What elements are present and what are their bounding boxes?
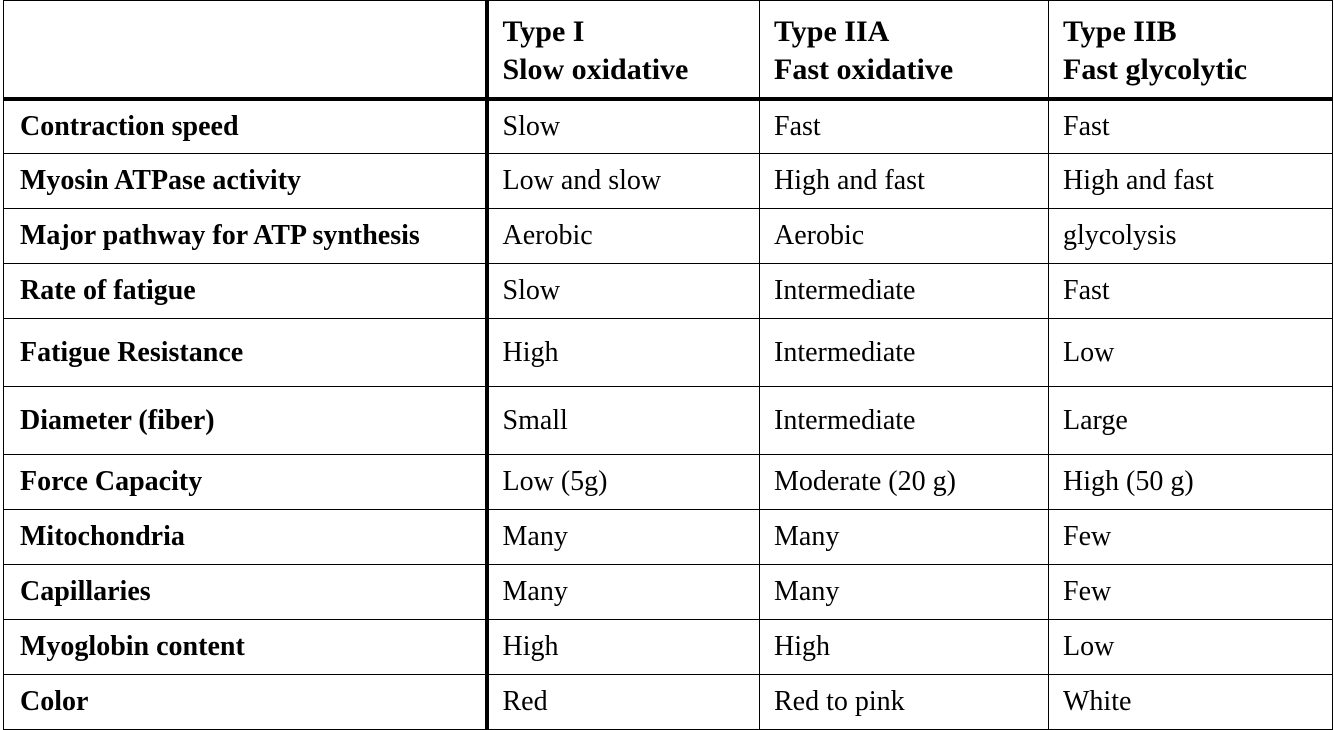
header-type-iib-name: Type IIB: [1063, 15, 1177, 48]
table-row: [4, 99, 1333, 154]
table-row: [4, 319, 1333, 387]
table-row: [4, 620, 1333, 675]
row-label-capillaries: Capillaries: [4, 565, 487, 620]
cell-type-iia: Many: [760, 510, 1049, 565]
cell-type-i: Low (5g): [487, 455, 760, 510]
row-label-contraction-speed: Contraction speed: [4, 99, 487, 154]
table-row: [4, 675, 1333, 730]
cell-type-iib: Low: [1049, 319, 1333, 387]
cell-type-iia: Moderate (20 g): [760, 455, 1049, 510]
cell-type-iia: Many: [760, 565, 1049, 620]
cell-type-iib: Few: [1049, 565, 1333, 620]
cell-type-i: Slow: [487, 99, 760, 154]
header-type-iia-description: Fast oxidative: [774, 53, 954, 86]
header-type-iib: [1049, 1, 1333, 99]
row-label-color: Color: [4, 675, 487, 730]
cell-type-iia: Aerobic: [760, 209, 1049, 264]
cell-type-i: Low and slow: [487, 154, 760, 209]
cell-type-i: Many: [487, 565, 760, 620]
header-type-iia-name: Type IIA: [774, 15, 890, 48]
cell-type-i: Small: [487, 387, 760, 455]
cell-type-iib: Fast: [1049, 99, 1333, 154]
cell-type-iib: Low: [1049, 620, 1333, 675]
header-type-i: [487, 1, 760, 99]
muscle-fiber-types-table: [3, 0, 1333, 730]
cell-type-i: Aerobic: [487, 209, 760, 264]
cell-type-iia: Fast: [760, 99, 1049, 154]
cell-type-i: Many: [487, 510, 760, 565]
table-row: [4, 387, 1333, 455]
cell-type-i: High: [487, 620, 760, 675]
table-row: [4, 154, 1333, 209]
cell-type-i: High: [487, 319, 760, 387]
header-type-i-description: Slow oxidative: [502, 53, 689, 86]
cell-type-iib: Few: [1049, 510, 1333, 565]
cell-type-iib: White: [1049, 675, 1333, 730]
cell-type-iia: Intermediate: [760, 319, 1049, 387]
table-row: [4, 455, 1333, 510]
row-label-myosin-atpase-activity: Myosin ATPase activity: [4, 154, 487, 209]
table-row: [4, 264, 1333, 319]
cell-type-iib: High (50 g): [1049, 455, 1333, 510]
cell-type-iia: Intermediate: [760, 264, 1049, 319]
cell-type-iib: Fast: [1049, 264, 1333, 319]
cell-type-iib: Large: [1049, 387, 1333, 455]
table-header-row: [4, 1, 1333, 99]
row-label-major-pathway-atp-synthesis: Major pathway for ATP synthesis: [4, 209, 487, 264]
row-label-fatigue-resistance: Fatigue Resistance: [4, 319, 487, 387]
row-label-myoglobin-content: Myoglobin content: [4, 620, 487, 675]
cell-type-i: Slow: [487, 264, 760, 319]
muscle-fiber-types-table-container: [3, 0, 1332, 727]
cell-type-iia: Red to pink: [760, 675, 1049, 730]
header-type-iib-description: Fast glycolytic: [1063, 53, 1248, 86]
row-label-diameter-fiber: Diameter (fiber): [4, 387, 487, 455]
cell-type-iib: High and fast: [1049, 154, 1333, 209]
cell-type-iia: High and fast: [760, 154, 1049, 209]
table-row: [4, 209, 1333, 264]
row-label-mitochondria: Mitochondria: [4, 510, 487, 565]
table-row: [4, 565, 1333, 620]
header-type-iia: [760, 1, 1049, 99]
row-label-force-capacity: Force Capacity: [4, 455, 487, 510]
cell-type-iib: glycolysis: [1049, 209, 1333, 264]
cell-type-i: Red: [487, 675, 760, 730]
table-row: [4, 510, 1333, 565]
header-corner-cell: [4, 1, 487, 99]
header-type-i-name: Type I: [502, 15, 585, 48]
cell-type-iia: High: [760, 620, 1049, 675]
row-label-rate-of-fatigue: Rate of fatigue: [4, 264, 487, 319]
cell-type-iia: Intermediate: [760, 387, 1049, 455]
